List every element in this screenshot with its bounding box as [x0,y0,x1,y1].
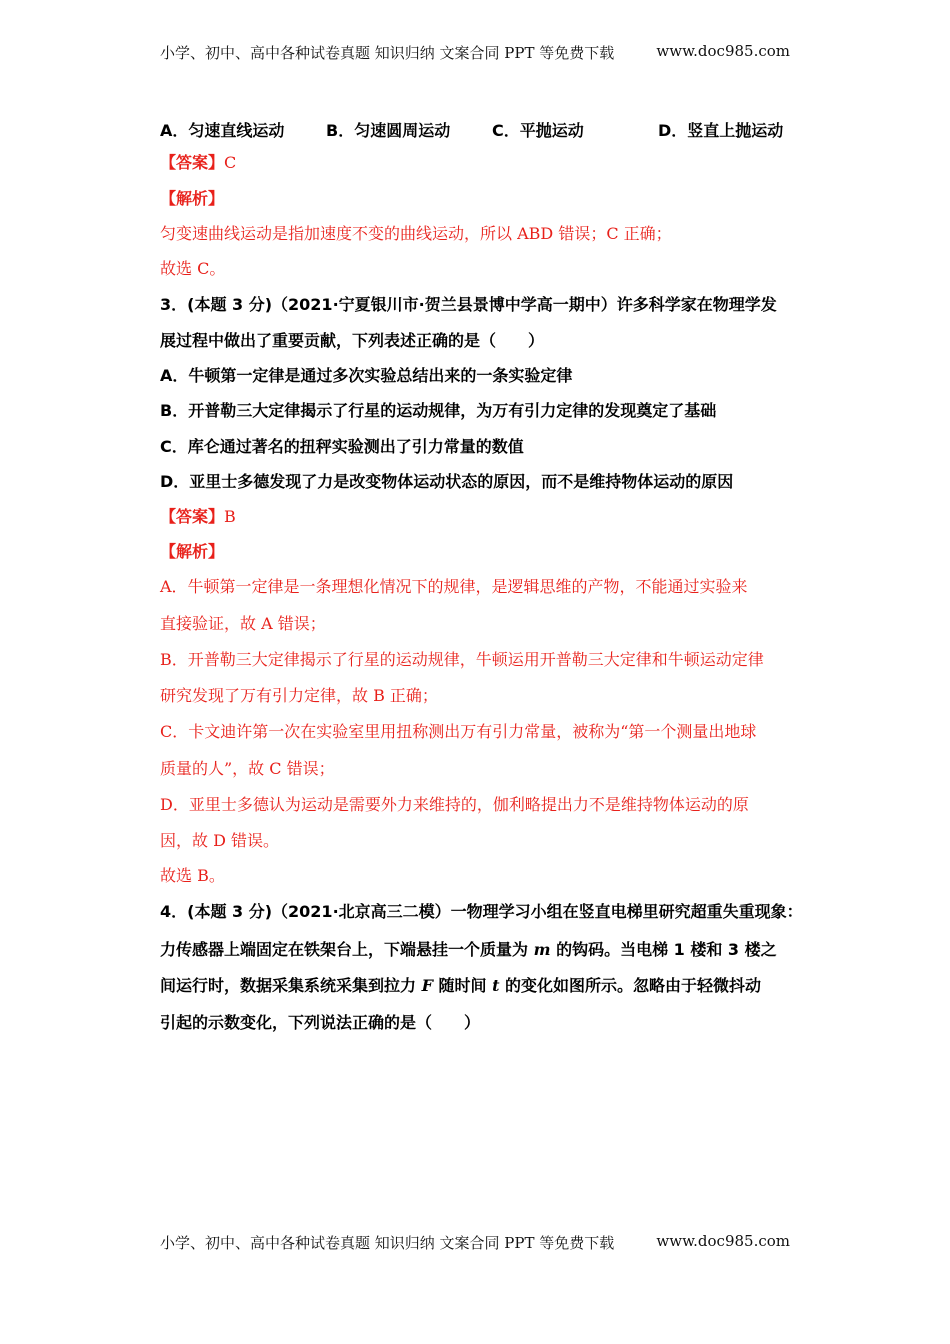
q3-stem-line: 展过程中做出了重要贡献，下列表述正确的是（ ） [160,331,545,350]
q2-analysis-tag [160,189,224,209]
analysis-tag: 【解析】 [160,542,225,561]
q3-stem-line: 3．(本题 3 分)（2021·宁夏银川市·贺兰县景博中学高一期中）许多科学家在物理学发 [160,295,777,314]
q3-analysis-line: D．亚里士多德认为运动是需要外力来维持的，伽利略提出力不是维持物体运动的原 [160,795,749,814]
q4-stem-line-4: 引起的示数变化，下列说法正确的是（ ） [160,1013,481,1032]
q4-stem-line-1: 4．(本题 3 分)（2021·北京高三二模）一物理学习小组在竖直电梯里研究超重失重现象： [160,902,803,921]
q3-option-a: A．牛顿第一定律是通过多次实验总结出来的一条实验定律 [160,366,573,385]
answer-tag: 【答案】 [160,507,225,526]
answer-value: C [224,153,237,172]
q3-analysis-tag [160,542,224,562]
variable-F: F [421,976,433,995]
q3-analysis-line: 质量的人”，故 C 错误； [160,759,335,778]
q2-answer [160,153,236,173]
q2-option-c: C．平抛运动 [492,121,584,140]
q4-stem-line-2 [160,940,777,960]
q3-analysis-line: 直接验证，故 A 错误； [160,614,326,633]
q2-option-a: A．匀速直线运动 [160,121,285,140]
footer-url[interactable]: www.doc985.com [656,1232,790,1250]
header-url[interactable]: www.doc985.com [656,42,790,60]
q4-text: 的钩码。当电梯 1 楼和 3 楼之 [550,940,777,959]
q4-text: 随时间 [432,976,493,995]
page-footer [160,1232,790,1253]
variable-m: m [533,940,551,959]
q4-stem-line-3 [160,976,761,996]
q2-option-d: D．竖直上抛运动 [658,121,784,140]
q3-analysis-line: 研究发现了万有引力定律，故 B 正确； [160,686,438,705]
answer-value: B [224,507,236,526]
answer-tag: 【答案】 [160,153,225,172]
variable-t: t [492,976,500,995]
q3-analysis-line: 故选 B。 [160,866,225,885]
footer-left-text: 小学、初中、高中各种试卷真题 知识归纳 文案合同 PPT 等免费下载 [160,1234,615,1252]
q3-analysis-line: A．牛顿第一定律是一条理想化情况下的规律，是逻辑思维的产物，不能通过实验来 [160,577,748,596]
q2-option-b: B．匀速圆周运动 [326,121,451,140]
analysis-tag: 【解析】 [160,189,225,208]
q3-analysis-line: 因，故 D 错误。 [160,831,280,850]
q3-analysis-line: C．卡文迪许第一次在实验室里用扭称测出万有引力常量，被称为“第一个测量出地球 [160,722,757,741]
q4-text: 力传感器上端固定在铁架台上，下端悬挂一个质量为 [160,940,534,959]
q4-text: 间运行时，数据采集系统采集到拉力 [160,976,422,995]
q3-option-c: C．库仑通过著名的扭秤实验测出了引力常量的数值 [160,437,524,456]
q2-analysis-line: 匀变速曲线运动是指加速度不变的曲线运动，所以 ABD 错误；C 正确； [160,224,672,243]
q3-analysis-line: B．开普勒三大定律揭示了行星的运动规律，牛顿运用开普勒三大定律和牛顿运动定律 [160,650,764,669]
q3-option-b: B．开普勒三大定律揭示了行星的运动规律，为万有引力定律的发现奠定了基础 [160,401,717,420]
q3-answer [160,507,236,527]
page-header [160,42,790,63]
q3-option-d: D．亚里士多德发现了力是改变物体运动状态的原因，而不是维持物体运动的原因 [160,472,734,491]
q4-text: 的变化如图所示。忽略由于轻微抖动 [499,976,762,995]
q2-analysis-line: 故选 C。 [160,259,226,278]
header-left-text: 小学、初中、高中各种试卷真题 知识归纳 文案合同 PPT 等免费下载 [160,44,615,62]
